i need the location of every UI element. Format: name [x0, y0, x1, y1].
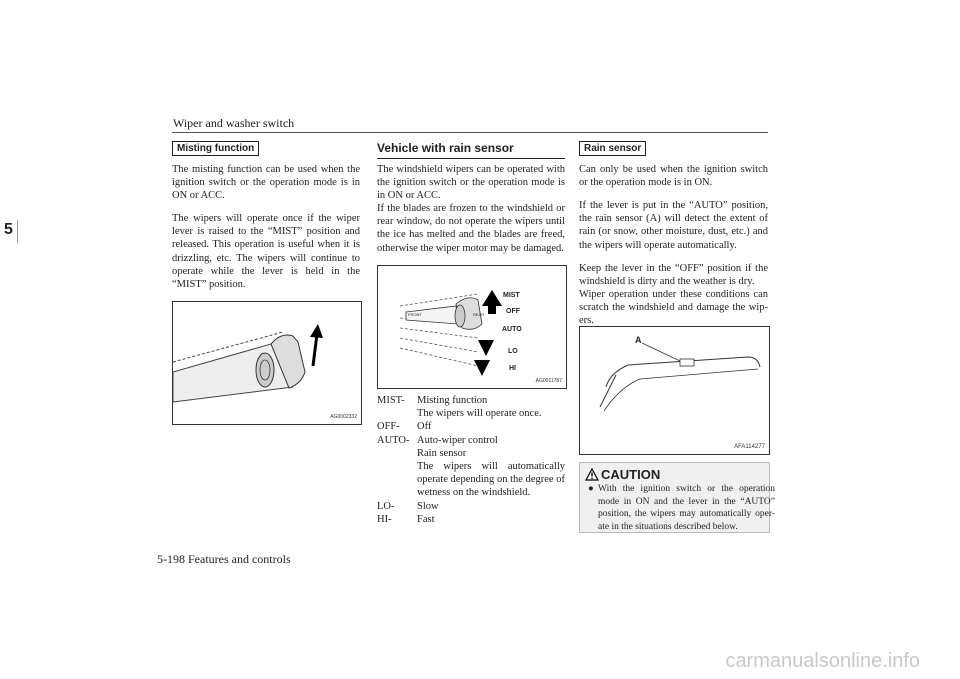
- definition-line: The wipers will automatically operate depending on the degree of wetness on the windshield.: [417, 461, 565, 499]
- mist-position-label: MIST: [503, 292, 520, 299]
- definition-term: MIST-: [377, 395, 405, 406]
- front-label: FRONT: [408, 312, 422, 317]
- definition-row: [377, 394, 565, 420]
- rain-sensor-figure: [579, 326, 770, 455]
- rain-sensor-label: Rain sensor: [579, 141, 646, 156]
- rain-sensor-paragraph-4: Wiper operation under these conditions can scratch the windshield and damage the wip-ers.: [579, 289, 768, 327]
- hi-position-label: HI: [509, 365, 516, 372]
- definition-row: [377, 500, 565, 513]
- rain-sensor-paragraph-1: Can only be used when the ignition switch or the operation mode is in ON.: [579, 164, 768, 189]
- lever-positions-illustration: [378, 266, 566, 388]
- lever-positions-figure: [377, 265, 567, 389]
- definition-line: Rain sensor: [417, 447, 467, 459]
- definition-line: Misting function: [417, 395, 488, 406]
- caution-title: CAUTION: [601, 467, 661, 482]
- windshield-illustration: [580, 327, 769, 454]
- auto-position-label: AUTO: [502, 326, 522, 333]
- bullet-icon: ●: [588, 484, 594, 494]
- misting-figure-code: AG0002332: [330, 414, 357, 420]
- misting-figure: [172, 301, 362, 425]
- misting-paragraph-2: The wipers will operate once if the wiper lever is raised to the “MIST” position and released. This operation is useful when it is drizzling, etc. The wipers will continue to operate while the lever is held in the “MIST” position.: [172, 213, 360, 291]
- rain-sensor-figure-code: AFA114277: [734, 444, 765, 450]
- watermark: carmanualsonline.info: [725, 650, 920, 672]
- lever-figure-code: AG0011787: [535, 378, 562, 384]
- misting-paragraph-1: The misting function can be used when the ignition switch or the operation mode is in ON or ACC.: [172, 164, 360, 202]
- rear-label: REAR: [473, 312, 485, 317]
- wiper-lever-illustration: [173, 302, 361, 424]
- misting-function-label: Misting function: [172, 141, 259, 156]
- rain-sensor-paragraph-3: Keep the lever in the “OFF” position if the windshield is dirty and the weather is dry.: [579, 263, 768, 288]
- off-position-label: OFF: [506, 308, 520, 315]
- lo-position-label: LO: [508, 348, 518, 355]
- chapter-number: 5: [4, 221, 13, 238]
- definition-line: Off: [417, 421, 432, 433]
- vehicle-paragraph-1: The windshield wipers can be operated with the ignition switch or the operation mode is in ON or ACC.: [377, 164, 565, 202]
- header-rule: [172, 132, 768, 133]
- warning-triangle-icon: [585, 468, 599, 481]
- definition-line: Fast: [417, 513, 435, 525]
- definition-term: AUTO-: [377, 434, 410, 446]
- definition-line: The wipers will operate once.: [417, 408, 542, 420]
- sensor-label-a: A: [635, 335, 642, 345]
- definition-row: [377, 434, 565, 500]
- definition-term: OFF-: [377, 421, 400, 433]
- rain-sensor-paragraph-2: If the lever is put in the “AUTO” position, the rain sensor (A) will detect the extent of rain (or snow, other moisture, dust, etc.) and the wipers will operate automatically.: [579, 200, 768, 251]
- section-rule: [377, 158, 565, 159]
- definition-term: LO-: [377, 500, 395, 512]
- definition-row: [377, 513, 565, 526]
- caution-text: With the ignition switch or the operation mode in ON and the lever in the “AUTO” position, the wipers may automatically oper-ate in the situations described below.: [598, 484, 775, 532]
- definition-line: Auto-wiper control: [417, 434, 498, 446]
- rain-sensor-vehicle-title: Vehicle with rain sensor: [377, 141, 514, 155]
- caution-text-wrap: [588, 483, 775, 533]
- caution-box: [579, 462, 775, 533]
- running-header: Wiper and washer switch: [173, 116, 295, 130]
- vehicle-paragraph-2: If the blades are frozen to the windshield or rear window, do not operate the wipers until the ice has melted and the blades are freed, otherwise the wiper motor may be damaged.: [377, 203, 565, 254]
- definition-term: HI-: [377, 513, 392, 525]
- lever-position-definitions: [377, 394, 565, 526]
- page-footer: 5-198 Features and controls: [157, 552, 291, 566]
- definition-row: [377, 420, 565, 433]
- definition-line: Slow: [417, 500, 439, 512]
